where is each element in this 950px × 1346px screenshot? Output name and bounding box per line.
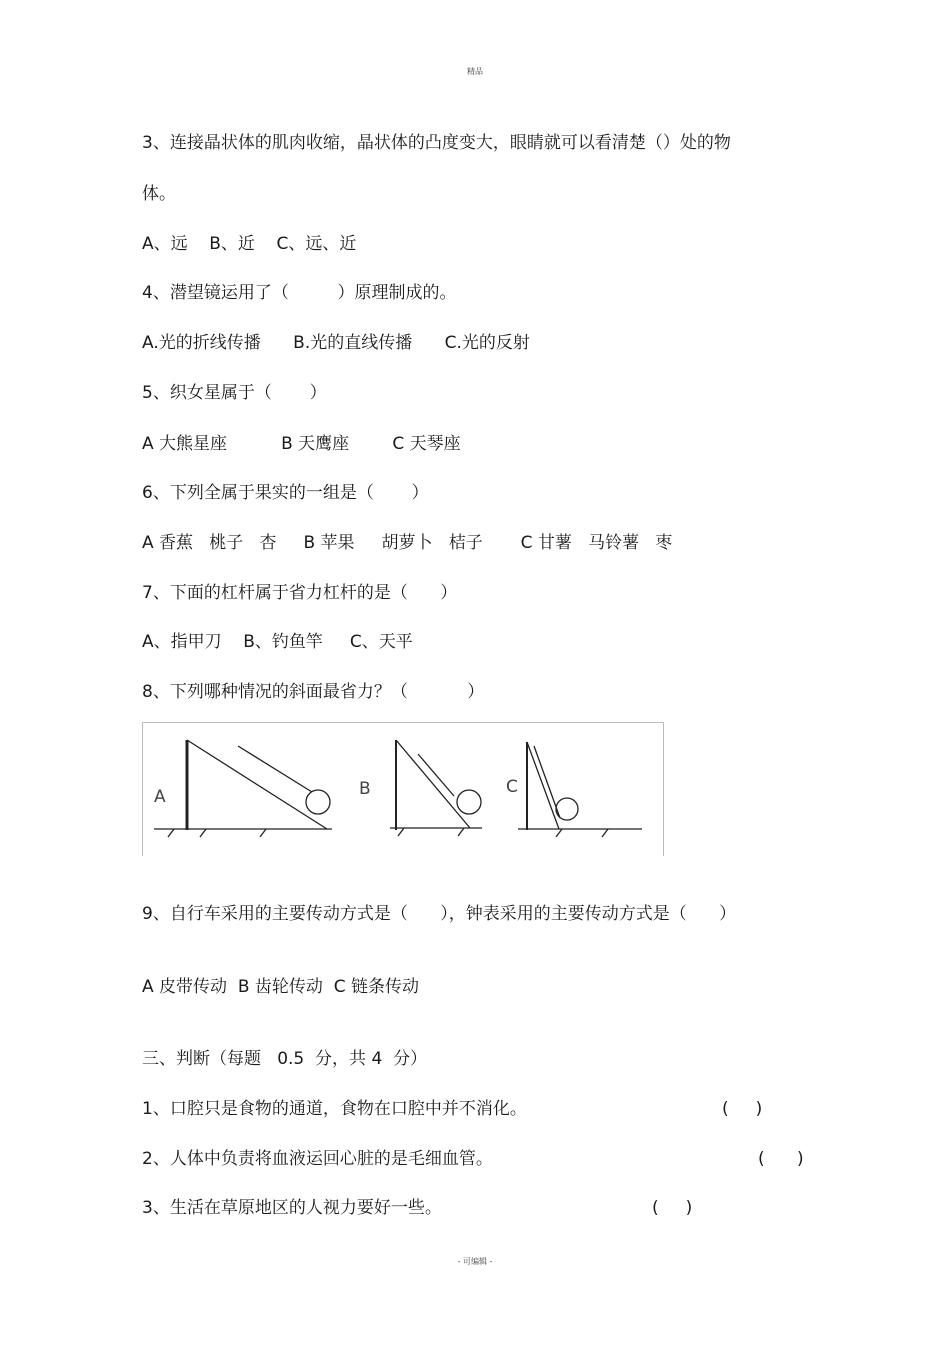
judge-1-answer-blank: ( ) — [722, 1099, 763, 1119]
incline-label-a: A — [154, 787, 166, 807]
judge-3: 3、生活在草原地区的人视力要好一些。 — [142, 1198, 442, 1218]
question-5: 5、织女星属于（ ） — [142, 383, 327, 403]
judge-1: 1、口腔只是食物的通道，食物在口腔中并不消化。 — [142, 1099, 527, 1119]
question-4: 4、潜望镜运用了（ ）原理制成的。 — [142, 283, 457, 303]
question-3-line-1: 3、连接晶状体的肌肉收缩，晶状体的凸度变大，眼睛就可以看清楚（）处的物 — [142, 133, 731, 153]
incline-a — [154, 740, 332, 837]
question-3-options: A、远 B、近 C、远、近 — [142, 234, 357, 254]
question-6: 6、下列全属于果实的一组是（ ） — [142, 483, 429, 503]
incline-figure — [142, 722, 664, 856]
question-7-options: A、指甲刀 B、钓鱼竿 C、天平 — [142, 632, 413, 652]
question-6-options: A 香蕉 桃子 杏 B 苹果 胡萝卜 桔子 C 甘薯 马铃薯 枣 — [142, 533, 673, 553]
figure-frame — [143, 723, 664, 857]
question-7: 7、下面的杠杆属于省力杠杆的是（ ） — [142, 583, 458, 603]
question-3-line-2: 体。 — [142, 184, 176, 204]
page-footer: - 可编辑 - — [457, 1257, 493, 1266]
question-8: 8、下列哪种情况的斜面最省力？（ ） — [142, 682, 485, 702]
page-header: 精品 — [467, 67, 483, 76]
question-4-options: A.光的折线传播 B.光的直线传播 C.光的反射 — [142, 333, 530, 353]
section-3-heading: 三、判断（每题 0.5 分，共 4 分） — [142, 1049, 428, 1069]
judge-3-answer-blank: ( ) — [652, 1198, 693, 1218]
question-9-options: A 皮带传动 B 齿轮传动 C 链条传动 — [142, 977, 419, 997]
judge-2-answer-blank: ( ) — [758, 1149, 804, 1169]
judge-2: 2、人体中负责将血液运回心脏的是毛细血管。 — [142, 1149, 493, 1169]
incline-b — [390, 740, 482, 836]
question-9: 9、自行车采用的主要传动方式是（ ），钟表采用的主要传动方式是（ ） — [142, 904, 737, 924]
incline-label-c: C — [506, 777, 518, 797]
incline-label-b: B — [359, 779, 371, 799]
question-5-options: A 大熊星座 B 天鹰座 C 天琴座 — [142, 434, 461, 454]
incline-c — [518, 742, 642, 837]
